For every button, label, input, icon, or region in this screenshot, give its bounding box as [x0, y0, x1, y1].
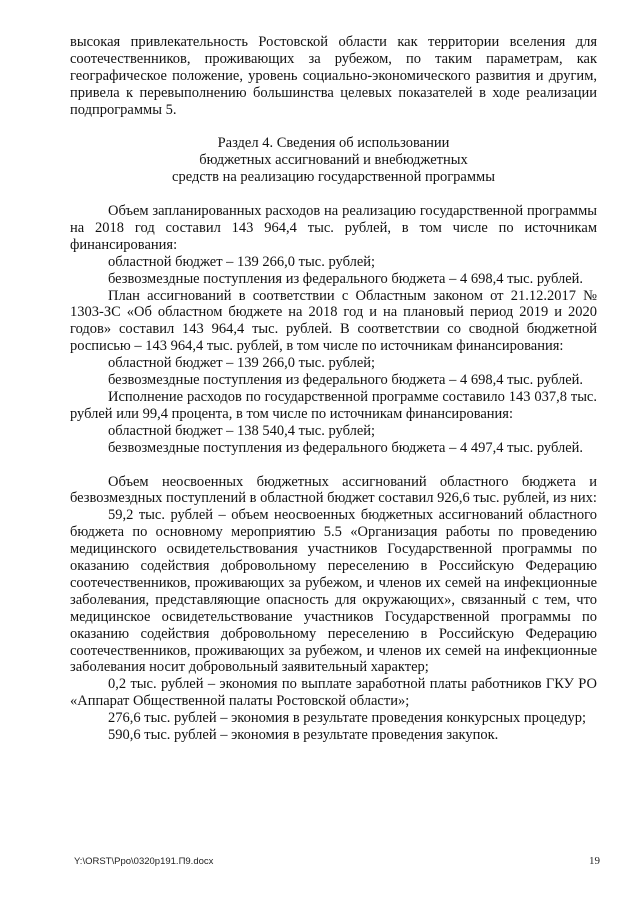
paragraph: безвозмездные поступления из федерального бюджета – 4 698,4 тыс. рублей. — [108, 372, 584, 389]
spacer — [70, 119, 597, 136]
section-heading — [70, 135, 597, 186]
paragraph: областной бюджет – 138 540,4 тыс. рублей; — [108, 422, 376, 439]
heading-line: бюджетных ассигнований и внебюджетных — [199, 152, 468, 169]
paragraph: 0,2 тыс. рублей – экономия по выплате заработной платы работников ГКУ РО «Аппарат Общественной палаты Ростовской области»; — [70, 676, 597, 710]
paragraph: безвозмездные поступления из федерального бюджета – 4 497,4 тыс. рублей. — [108, 439, 584, 456]
spacer — [70, 186, 597, 203]
paragraph: Объем запланированных расходов на реализацию государственной программы на 2018 год составил 143 964,4 тыс. рублей, в том числе по источникам финансирования: — [70, 203, 597, 253]
paragraph: 276,6 тыс. рублей – экономия в результате проведения конкурсных процедур; — [108, 710, 586, 727]
paragraph: Объем неосвоенных бюджетных ассигнований областного бюджета и безвозмездных поступлений в областной бюджет составил 926,6 тыс. рублей, из них: — [70, 473, 597, 507]
paragraph: 59,2 тыс. рублей – объем неосвоенных бюджетных ассигнований областного бюджета по основному мероприятию 5.5 «Организация работы по проведению медицинского освидетельствования участников Государственной программы по оказанию содействия добровольному переселению в Российскую Федерацию соотечественников, проживающих за рубежом, и членов их семей на инфекционные заболевания, представляющие опасность для окружающих», связанный с тем, что медицинское освидетельствование участников Государственной программы по оказанию содействия добровольному переселению в Российскую Федерацию соотечественников, проживающих за рубежом, и членов их семей на инфекционные заболевания носит добровольный заявительный характер; — [70, 507, 597, 676]
section-unspent-funds — [70, 474, 597, 745]
document-body — [70, 34, 597, 744]
paragraph: безвозмездные поступления из федерального бюджета – 4 698,4 тыс. рублей. — [108, 270, 584, 287]
paragraph: 590,6 тыс. рублей – экономия в результате проведения закупок. — [108, 727, 499, 744]
page-number: 19 — [589, 855, 600, 867]
paragraph: Исполнение расходов по государственной программе составило 143 037,8 тыс. рублей или 99,4 процента, в том числе по источникам финансирования: — [70, 389, 597, 422]
paragraph: План ассигнований в соответствии с Областным законом от 21.12.2017 № 1303-ЗС «Об областном бюджете на 2018 год и на плановый период 2019 и 2020 годов» составил 143 964,4 тыс. рублей. В соответствии со сводной бюджетной росписью – 143 964,4 тыс. рублей, в том числе по источникам финансирования: — [70, 287, 597, 355]
spacer — [70, 457, 597, 474]
heading-line: Раздел 4. Сведения об использовании — [217, 135, 450, 152]
paragraph: областной бюджет – 139 266,0 тыс. рублей; — [108, 253, 376, 270]
section-funding-plan — [70, 203, 597, 457]
paragraph: высокая привлекательность Ростовской области как территории вселения для соотечественников, проживающих за рубежом, по таким параметрам, как географическое положение, уровень социально-экономического развития и другим, привела к перевыполнению большинства целевых показателей в ходе реализации подпрограммы 5. — [70, 34, 597, 118]
heading-line: средств на реализацию государственной программы — [172, 169, 495, 186]
paragraph: областной бюджет – 139 266,0 тыс. рублей; — [108, 355, 376, 372]
footer-file-path: Y:\ORST\Ppo\0320p191.П9.docx — [74, 856, 214, 867]
